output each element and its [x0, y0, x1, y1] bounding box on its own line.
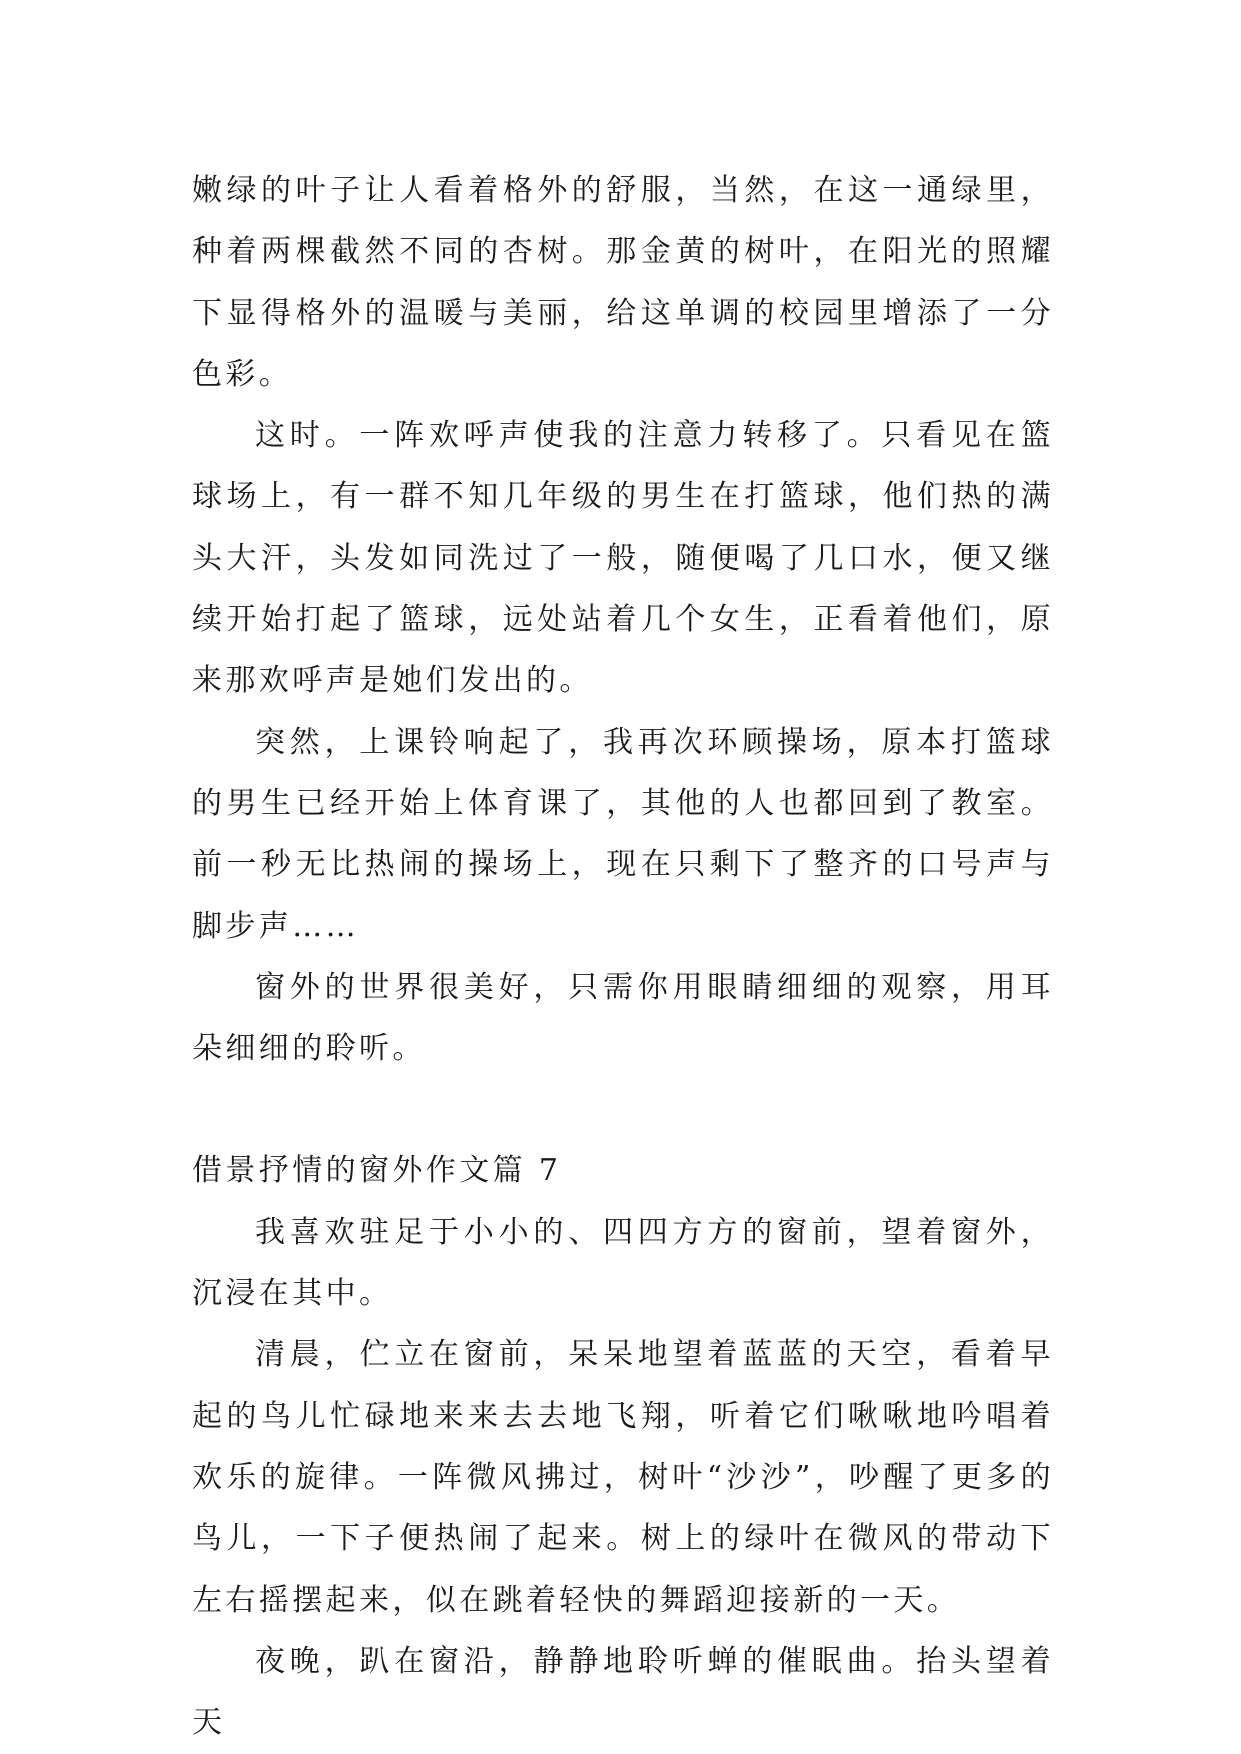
paragraph: 这时。一阵欢呼声使我的注意力转移了。只看见在篮球场上，有一群不知几年级的男生在打篮球，他们热的满头大汗，头发如同洗过了一般，随便喝了几口水，便又继续开始打起了篮球，远处站着几个女生，正看着他们，原来那欢呼声是她们发出的。	[192, 418, 1054, 699]
section-title: 借景抒情的窗外作文篇 7	[192, 1153, 562, 1189]
paragraph: 突然，上课铃响起了，我再次环顾操场，原本打篮球的男生已经开始上体育课了，其他的人也都回到了教室。前一秒无比热闹的操场上，现在只剩下了整齐的口号声与脚步声……	[192, 724, 1054, 944]
paragraph: 窗外的世界很美好，只需你用眼睛细细的观察，用耳朵细细的聆听。	[192, 969, 1054, 1067]
paragraph: 夜晚，趴在窗沿，静静地聆听蝉的催眠曲。抬头望着天	[192, 1643, 1054, 1741]
document-body	[192, 160, 1054, 1753]
section-spacer	[192, 1079, 1054, 1140]
paragraph: 清晨，伫立在窗前，呆呆地望着蓝蓝的天空，看着早起的鸟儿忙碌地来来去去地飞翔，听着它们啾啾地吟唱着欢乐的旋律。一阵微风拂过，树叶“沙沙”，吵醒了更多的鸟儿，一下子便热闹了起来。树上的绿叶在微风的带动下左右摇摆起来，似在跳着轻快的舞蹈迎接新的一天。	[192, 1337, 1054, 1618]
paragraph: 我喜欢驻足于小小的、四四方方的窗前，望着窗外，沉浸在其中。	[192, 1214, 1054, 1312]
paragraph: 嫩绿的叶子让人看着格外的舒服，当然，在这一通绿里，种着两棵截然不同的杏树。那金黄的树叶，在阳光的照耀下显得格外的温暖与美丽，给这单调的校园里增添了一分色彩。	[192, 173, 1054, 392]
